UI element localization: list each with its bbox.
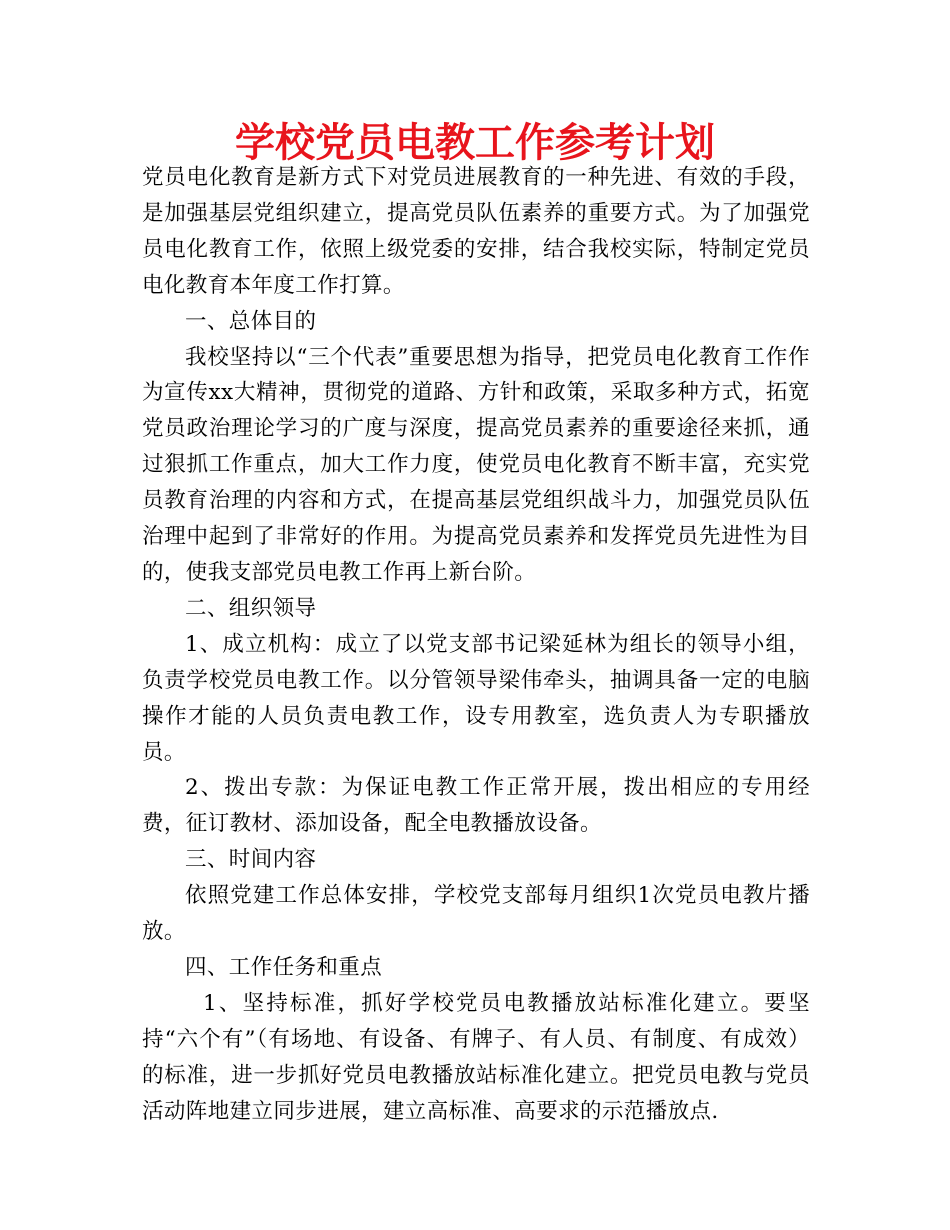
paragraph: 二、组织领导 [185, 595, 317, 621]
paragraph: 2、拨出专款：为保证电教工作正常开展，拨出相应的专用经费，征订教材、添加设备，配全电教播放设备。 [142, 775, 810, 837]
paragraph: 1、成立机构：成立了以党支部书记梁延林为组长的领导小组，负责学校党员电教工作。以分管领导梁伟牵头，抽调具备一定的电脑操作才能的人员负责电教工作，设专用教室，选负责人为专职播放员。 [142, 631, 810, 765]
paragraph: 四、工作任务和重点 [185, 954, 383, 980]
document-body [142, 160, 810, 1129]
paragraph: 我校坚持以“三个代表”重要思想为指导，把党员电化教育工作作为宣传xx大精神，贯彻党的道路、方针和政策，采取多种方式，拓宽党员政治理论学习的广度与深度，提高党员素养的重要途径来抓，通过狠抓工作重点，加大工作力度，使党员电化教育不断丰富，充实党员教育治理的内容和方式，在提高基层党组织战斗力，加强党员队伍治理中起到了非常好的作用。为提高党员素养和发挥党员先进性为目的，使我支部党员电教工作再上新台阶。 [142, 344, 810, 585]
paragraph: 三、时间内容 [185, 847, 317, 873]
paragraph: 党员电化教育是新方式下对党员进展教育的一种先进、有效的手段，是加强基层党组织建立，提高党员队伍素养的重要方式。为了加强党员电化教育工作，依照上级党委的安排，结合我校实际，特制定党员电化教育本年度工作打算。 [142, 165, 810, 298]
paragraph: 一、总体目的 [185, 308, 317, 334]
paragraph: 1、坚持标准，抓好学校党员电教播放站标准化建立。要坚持“六个有”（有场地、有设备、有牌子、有人员、有制度、有成效）的标准，进一步抓好党员电教播放站标准化建立。把党员电教与党员活动阵地建立同步进展，建立高标准、高要求的示范播放点. [142, 990, 810, 1124]
document-title: 学校党员电教工作参考计划 [235, 120, 715, 166]
paragraph: 依照党建工作总体安排，学校党支部每月组织1次党员电教片播放。 [142, 883, 810, 945]
